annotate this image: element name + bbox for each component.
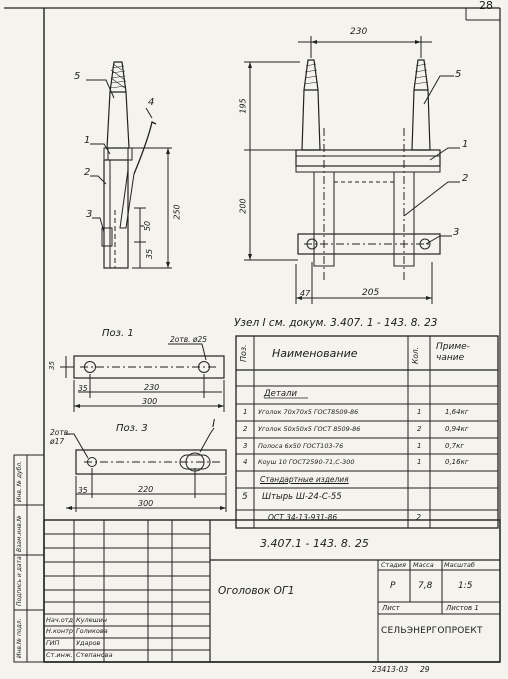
spec-row-4-name: Коуш 10 ГОСТ2590-71,С-300	[258, 458, 355, 466]
spec-row-1-name: Уголок 70х70х5 ГОСТ8509-86	[258, 408, 359, 416]
pos3-dim-300: 300	[138, 499, 154, 508]
dim-35: 35	[145, 248, 155, 260]
pos3-dim-220: 220	[138, 485, 154, 494]
doc-code: 3.407.1 - 143. 8. 25	[260, 537, 369, 550]
stamp-signature-date: Подпись и дата	[16, 556, 23, 606]
sheets-label: Листов 1	[446, 604, 479, 612]
staff-role-1: Нач.отд.	[46, 616, 76, 624]
spec-header-note: Приме- чание	[436, 342, 470, 363]
spec-row-4-qty: 1	[417, 458, 422, 466]
pos1-title: Поз. 1	[102, 328, 134, 339]
dim-205: 205	[362, 288, 380, 298]
dim-230-top: 230	[350, 27, 368, 37]
pos3-title: Поз. 3	[116, 423, 148, 434]
spec-header-pos: Поз.	[239, 344, 248, 362]
footer-code: 23413-03	[372, 665, 409, 674]
leader-label-3: 3	[86, 209, 93, 220]
staff-name-1: Кулешин	[76, 616, 108, 624]
organization-name: СЕЛЬЭНЕРГОПРОЕКТ	[381, 626, 483, 636]
sheet-label: Лист	[382, 604, 400, 612]
staff-role-3: ГИП	[46, 639, 60, 647]
leader-label-2: 2	[84, 167, 91, 178]
front-leader-1: 1	[462, 139, 469, 150]
staff-role-4: Ст.инж.	[46, 651, 73, 659]
spec-row-3-note: 0,7кг	[445, 442, 465, 450]
dim-250: 250	[172, 204, 182, 220]
spec-row-4-pos: 4	[243, 458, 248, 466]
dim-200: 200	[238, 198, 248, 214]
pos1-dim-300: 300	[142, 397, 158, 406]
scale-label: Масштаб	[444, 561, 475, 569]
pos1-dim-35: 35	[78, 384, 88, 393]
spec-row-2-note: 0,94кг	[445, 425, 469, 433]
node-reference: Узел I см. докум. 3.407. 1 - 143. 8. 23	[234, 317, 438, 329]
spec-row-5-pos: 5	[242, 492, 248, 502]
scale-value: 1:5	[458, 581, 473, 591]
footer-sheet: 29	[420, 665, 430, 674]
spec-row-4-note: 0,16кг	[445, 458, 469, 466]
spec-header-name: Наименование	[272, 347, 358, 360]
spec-row-1-note: 1,64кг	[445, 408, 469, 416]
dim-47: 47	[300, 289, 311, 298]
spec-row-2-qty: 2	[417, 425, 422, 433]
spec-row-3-qty: 1	[417, 442, 422, 450]
stamp-inv-original: Инв.№ подл.	[16, 618, 23, 658]
spec-row-2-pos: 2	[243, 425, 248, 433]
front-leader-3: 3	[453, 227, 460, 238]
spec-row-5-doc: ОСТ 34-13-931-86	[268, 513, 338, 522]
leader-label-4: 4	[148, 97, 155, 108]
leader-label-1: 1	[84, 135, 91, 146]
spec-row-3-name: Полоса 6х50 ГОСТ103-76	[258, 442, 344, 450]
spec-row-1-qty: 1	[417, 408, 422, 416]
spec-section-details: Детали	[264, 389, 297, 399]
spec-row-3-pos: 3	[243, 442, 248, 450]
staff-name-3: Ударов	[76, 639, 101, 647]
item-name: Оголовок ОГ1	[218, 585, 295, 597]
leader-label-5: 5	[74, 71, 81, 82]
mass-value: 7,8	[418, 581, 433, 591]
stamp-replace-inv: Взам.инв.№	[16, 515, 23, 552]
dim-50: 50	[143, 220, 153, 232]
staff-role-2: Н.контр.	[46, 627, 76, 635]
spec-row-5-name: Штырь Ш-24-С-55	[262, 492, 342, 502]
spec-row-5-qty: 2	[416, 513, 422, 522]
front-leader-2: 2	[462, 173, 469, 184]
spec-row-1-pos: 1	[243, 408, 248, 416]
pos1-hole-note: 2отв. ø25	[170, 335, 208, 344]
pos3-section-mark: I	[212, 417, 216, 430]
stage-value: Р	[390, 581, 396, 591]
mass-label: Масса	[413, 561, 434, 569]
pos1-dim-230: 230	[144, 383, 160, 392]
pos3-hole-note: 2отв. ø17	[50, 428, 71, 446]
front-leader-5: 5	[455, 69, 462, 80]
stamp-inv-duplicate: Инв. № дубл.	[16, 460, 23, 502]
page-number: 28	[479, 0, 493, 12]
dim-195: 195	[238, 98, 248, 114]
stage-label: Стадия	[381, 561, 406, 569]
staff-name-4: Степанова	[76, 651, 113, 659]
pos3-dim-35: 35	[78, 486, 88, 495]
spec-row-2-name: Уголок 50х50х5 ГОСТ 8509-86	[258, 425, 361, 433]
spec-section-standard: Стандартные изделия	[260, 475, 349, 484]
staff-name-2: Голикова	[76, 627, 108, 635]
spec-header-qty: Кол.	[411, 346, 420, 364]
pos1-dim-35-v: 35	[47, 361, 56, 370]
